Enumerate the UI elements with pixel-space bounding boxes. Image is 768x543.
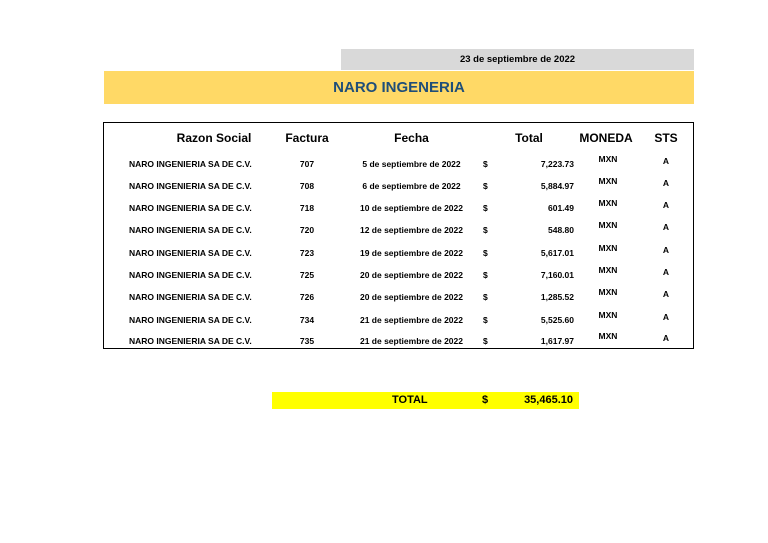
moneda-cell: MXN — [598, 176, 618, 186]
currency-symbol-cell: $ — [483, 292, 488, 302]
moneda-cell: MXN — [598, 243, 618, 253]
razon-social-cell: NARO INGENIERIA SA DE C.V. — [129, 315, 252, 325]
total-cell: 548.80 — [548, 225, 574, 235]
table-row — [104, 264, 693, 286]
factura-cell: 718 — [299, 203, 315, 213]
moneda-cell: MXN — [598, 220, 618, 230]
total-cell: 5,525.60 — [540, 315, 574, 325]
currency-symbol-cell: $ — [483, 225, 488, 235]
column-header-sts: STS — [654, 131, 678, 145]
sts-cell: A — [662, 222, 670, 232]
report-date — [341, 49, 694, 70]
fecha-cell: 10 de septiembre de 2022 — [359, 203, 463, 213]
total-cell: 1,617.97 — [540, 336, 574, 346]
moneda-cell: MXN — [598, 198, 618, 208]
company-title-banner — [104, 71, 694, 104]
currency-symbol-cell: $ — [483, 203, 488, 213]
grand-total-label: TOTAL — [392, 394, 428, 406]
total-cell: 7,223.73 — [540, 159, 574, 169]
sts-cell: A — [662, 333, 670, 343]
table-row — [104, 286, 693, 308]
factura-cell: 723 — [299, 248, 315, 258]
table-row — [104, 219, 693, 241]
column-header-moneda: MONEDA — [579, 131, 633, 145]
sts-cell: A — [662, 156, 670, 166]
column-header-factura: Factura — [285, 131, 329, 145]
fecha-cell: 20 de septiembre de 2022 — [359, 292, 463, 302]
sts-cell: A — [662, 267, 670, 277]
factura-cell: 720 — [299, 225, 315, 235]
table-row — [104, 175, 693, 197]
moneda-cell: MXN — [598, 154, 618, 164]
sts-cell: A — [662, 312, 670, 322]
fecha-cell: 20 de septiembre de 2022 — [359, 270, 463, 280]
factura-cell: 725 — [299, 270, 315, 280]
razon-social-cell: NARO INGENIERIA SA DE C.V. — [129, 292, 252, 302]
factura-cell: 707 — [299, 159, 315, 169]
table-row — [104, 309, 693, 331]
invoice-table — [103, 122, 694, 349]
razon-social-cell: NARO INGENIERIA SA DE C.V. — [129, 248, 252, 258]
sts-cell: A — [662, 200, 670, 210]
table-row — [104, 330, 693, 352]
fecha-cell: 6 de septiembre de 2022 — [362, 181, 461, 191]
currency-symbol-cell: $ — [483, 336, 488, 346]
moneda-cell: MXN — [598, 287, 618, 297]
fecha-cell: 21 de septiembre de 2022 — [359, 315, 463, 325]
currency-symbol-cell: $ — [483, 270, 488, 280]
fecha-cell: 21 de septiembre de 2022 — [359, 336, 463, 346]
company-title: NARO INGENERIA — [333, 79, 465, 96]
factura-cell: 726 — [299, 292, 315, 302]
column-header-fecha: Fecha — [394, 131, 429, 145]
table-row — [104, 153, 693, 175]
total-cell: 1,285.52 — [540, 292, 574, 302]
fecha-cell: 12 de septiembre de 2022 — [359, 225, 463, 235]
razon-social-cell: NARO INGENIERIA SA DE C.V. — [129, 159, 252, 169]
total-cell: 5,884.97 — [540, 181, 574, 191]
currency-symbol-cell: $ — [483, 248, 488, 258]
grand-total-bar — [272, 392, 579, 409]
fecha-cell: 19 de septiembre de 2022 — [359, 248, 463, 258]
grand-total-value: 35,465.10 — [524, 394, 573, 406]
razon-social-cell: NARO INGENIERIA SA DE C.V. — [129, 225, 252, 235]
moneda-cell: MXN — [598, 331, 618, 341]
table-row — [104, 197, 693, 219]
razon-social-cell: NARO INGENIERIA SA DE C.V. — [129, 203, 252, 213]
fecha-cell: 5 de septiembre de 2022 — [362, 159, 461, 169]
sts-cell: A — [662, 245, 670, 255]
currency-symbol-cell: $ — [483, 315, 488, 325]
sts-cell: A — [662, 178, 670, 188]
report-date-text: 23 de septiembre de 2022 — [459, 54, 576, 65]
moneda-cell: MXN — [598, 265, 618, 275]
factura-cell: 708 — [299, 181, 315, 191]
razon-social-cell: NARO INGENIERIA SA DE C.V. — [129, 336, 252, 346]
factura-cell: 735 — [299, 336, 315, 346]
factura-cell: 734 — [299, 315, 315, 325]
currency-symbol-cell: $ — [483, 159, 488, 169]
column-header-razon: Razon Social — [176, 131, 252, 145]
moneda-cell: MXN — [598, 310, 618, 320]
total-cell: 601.49 — [548, 203, 574, 213]
currency-symbol-cell: $ — [483, 181, 488, 191]
table-row — [104, 242, 693, 264]
total-cell: 5,617.01 — [540, 248, 574, 258]
column-header-total: Total — [515, 131, 543, 145]
total-cell: 7,160.01 — [540, 270, 574, 280]
grand-total-currency: $ — [482, 394, 489, 406]
razon-social-cell: NARO INGENIERIA SA DE C.V. — [129, 181, 252, 191]
sts-cell: A — [662, 289, 670, 299]
razon-social-cell: NARO INGENIERIA SA DE C.V. — [129, 270, 252, 280]
